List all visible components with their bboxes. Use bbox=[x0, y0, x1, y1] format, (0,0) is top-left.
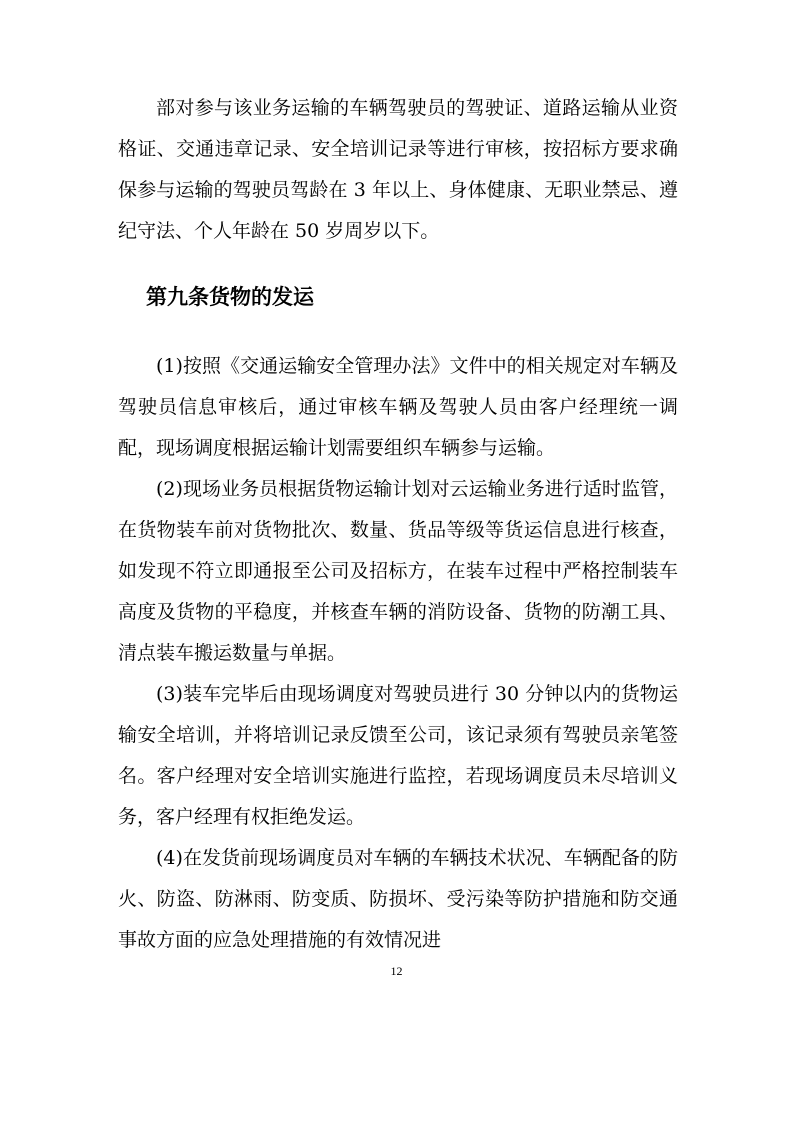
paragraph-item-2: (2)现场业务员根据货物运输计划对云运输业务进行适时监管，在货物装车前对货物批次、数量、货品等级等货运信息进行核查，如发现不符立即通报至公司及招标方，在装车过程中严格控制装车高度及货物的平稳度，并核查车辆的消防设备、货物的防潮工具、清点装车搬运数量与单据。 bbox=[118, 478, 678, 664]
section-heading: 第九条货物的发运 bbox=[146, 285, 314, 309]
paragraph-item-4: (4)在发货前现场调度员对车辆的车辆技术状况、车辆配备的防火、防盗、防淋雨、防变质、防损坏、受污染等防护措施和防交通事故方面的应急处理措施的有效情况进 bbox=[118, 847, 678, 951]
paragraph-driver-qualification: 部对参与该业务运输的车辆驾驶员的驾驶证、道路运输从业资格证、交通违章记录、安全培训记录等进行审核，按招标方要求确保参与运输的驾驶员驾龄在 3 年以上、身体健康、无职业禁忌、遵纪守法、个人年龄在 50 岁周岁以下。 bbox=[118, 97, 678, 242]
paragraph-item-3: (3)装车完毕后由现场调度对驾驶员进行 30 分钟以内的货物运输安全培训，并将培训记录反馈至公司，该记录须有驾驶员亲笔签名。客户经理对安全培训实施进行监控，若现场调度员未尽培训义务，客户经理有权拒绝发运。 bbox=[118, 683, 678, 828]
page-number: 12 bbox=[390, 964, 403, 978]
paragraph-item-1: (1)按照《交通运输安全管理办法》文件中的相关规定对车辆及驾驶员信息审核后，通过审核车辆及驾驶人员由客户经理统一调配，现场调度根据运输计划需要组织车辆参与运输。 bbox=[118, 355, 678, 459]
